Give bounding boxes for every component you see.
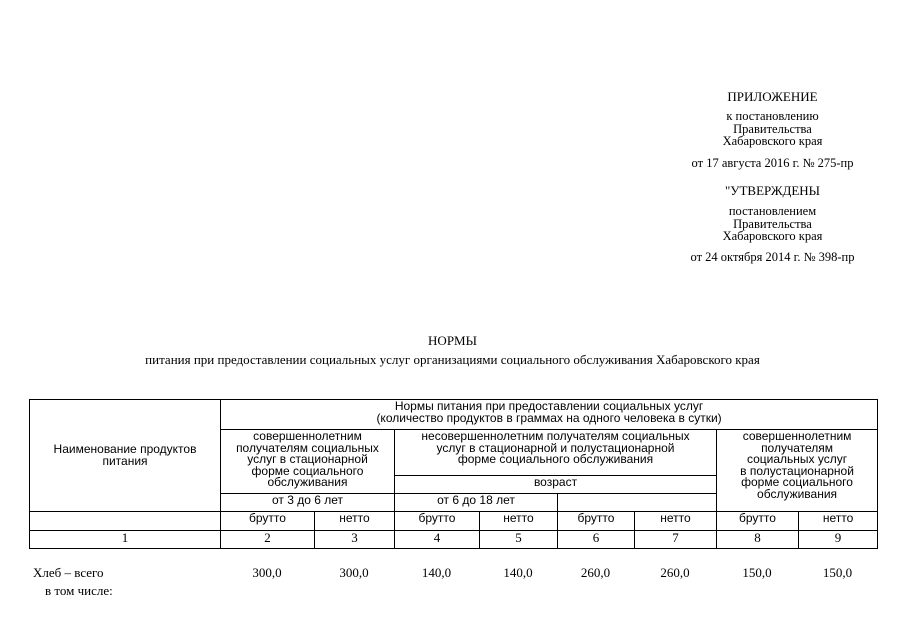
column-number: 4 <box>395 531 480 549</box>
column-number: 8 <box>717 531 799 549</box>
value-cell: 150,0 <box>822 565 853 580</box>
appendix-line: к постановлению <box>726 109 819 123</box>
column-number: 1 <box>30 531 221 549</box>
approved-title: "УТВЕРЖДЕНЫ <box>724 183 821 198</box>
column-number: 2 <box>221 531 315 549</box>
header-gross: брутто <box>717 512 799 531</box>
value-cell: 300,0 <box>252 565 282 580</box>
column-number: 7 <box>635 531 717 549</box>
appendix-line: Правительства <box>733 121 812 136</box>
header-minor: несовершеннолетним получателям социальных услуг в стационарной и полустационарной форме социального обслуживания <box>395 430 717 476</box>
header-adult-stationary: совершеннолетним получателям социальных услуг в стационарной форме социального обслуживания <box>221 430 395 494</box>
value-cell: 260,0 <box>660 565 690 580</box>
value-cell: 140,0 <box>421 565 452 580</box>
document-subtitle: питания при предоставлении социальных услуг организациями социального обслуживания Хабаровского края <box>145 352 760 367</box>
approved-date: от 24 октября 2014 г. № 398-пр <box>690 250 855 264</box>
header-age-6-18: от 6 до 18 лет <box>395 494 558 512</box>
header-gross: брутто <box>395 512 480 531</box>
table-row <box>29 565 877 581</box>
value-cell: 300,0 <box>339 565 369 580</box>
appendix-reference <box>640 110 905 148</box>
header-gross: брутто <box>558 512 635 531</box>
appendix-title: ПРИЛОЖЕНИЕ <box>727 89 818 104</box>
header-norms: Нормы питания при предоставлении социальных услуг (количество продуктов в граммах на одного человека в сутки) <box>221 400 878 430</box>
header-gross: брутто <box>221 512 315 531</box>
product-name: Хлеб – всего <box>33 565 104 580</box>
table-row <box>29 583 877 599</box>
column-number: 6 <box>558 531 635 549</box>
header-net: нетто <box>480 512 558 531</box>
appendix-line: Хабаровского края <box>722 134 823 148</box>
value-cell: 140,0 <box>503 565 533 580</box>
column-number: 9 <box>799 531 878 549</box>
approved-reference <box>640 205 905 243</box>
header-age: возраст <box>395 476 717 494</box>
header-product-name: Наименование продуктов питания <box>30 400 221 512</box>
appendix-date: от 17 августа 2016 г. № 275-пр <box>691 156 854 170</box>
column-number: 3 <box>315 531 395 549</box>
column-number: 5 <box>480 531 558 549</box>
product-name: в том числе: <box>45 583 113 598</box>
approved-line: Хабаровского края <box>722 229 823 243</box>
norms-table <box>29 399 878 549</box>
approved-line: постановлением <box>728 204 817 218</box>
header-age-3-6: от 3 до 6 лет <box>221 494 395 512</box>
header-net: нетто <box>799 512 878 531</box>
header-net: нетто <box>635 512 717 531</box>
approved-line: Правительства <box>733 216 812 231</box>
value-cell: 150,0 <box>742 565 772 580</box>
header-adult-semistationary: совершеннолетним получателям социальных услуг в полустационарной форме социального обслуживания <box>717 430 878 512</box>
value-cell: 260,0 <box>580 565 611 580</box>
document-title: НОРМЫ <box>428 333 477 348</box>
header-empty <box>30 512 221 531</box>
header-net: нетто <box>315 512 395 531</box>
